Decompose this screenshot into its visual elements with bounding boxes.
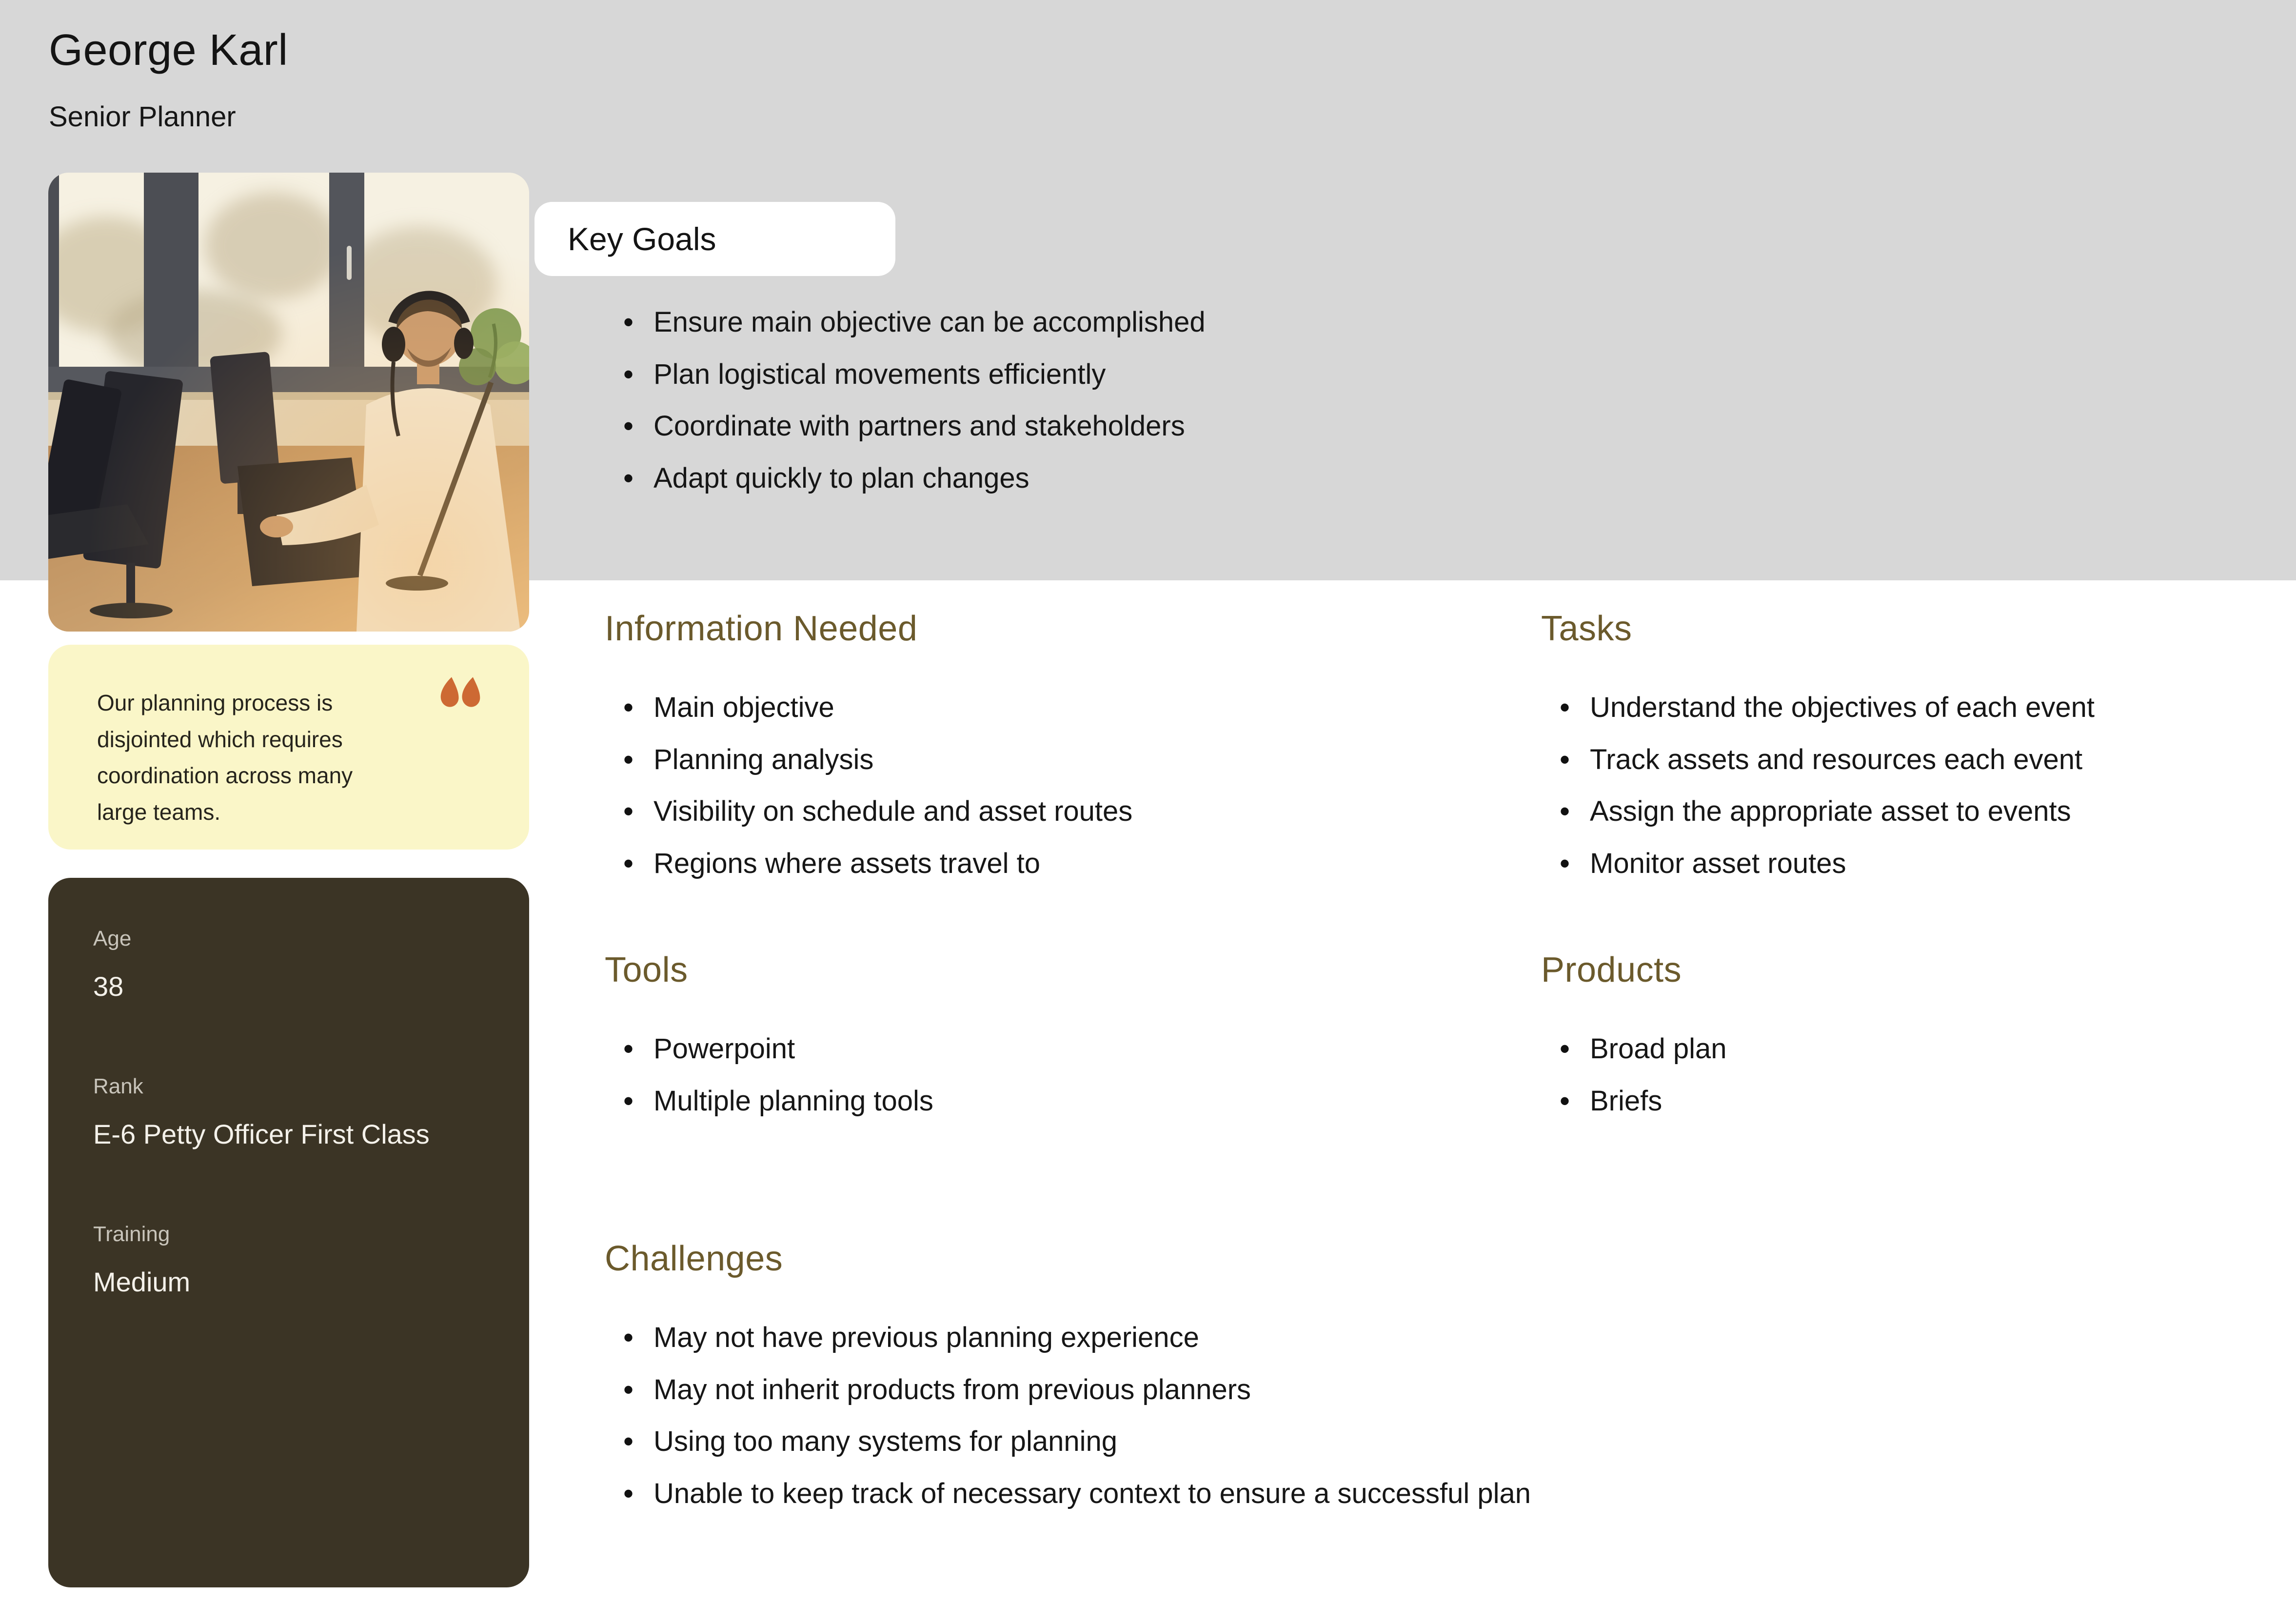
key-goals-tab: Key Goals (534, 202, 895, 276)
list-item: • Assign the appropriate asset to events (1541, 795, 2292, 828)
section-title: Information Needed (605, 609, 918, 648)
list-item: • Main objective (605, 692, 1531, 724)
bullet-list (1541, 1033, 2292, 1117)
quote-card (48, 645, 529, 850)
stat-training (93, 1222, 484, 1298)
stat-label: Rank (93, 1074, 143, 1098)
stat-rank (93, 1074, 484, 1150)
list-item: • Adapt quickly to plan changes (605, 462, 1970, 495)
list-item: • Broad plan (1541, 1033, 2292, 1066)
bullet-list (605, 692, 1531, 880)
photo-illustration (48, 173, 529, 632)
list-item: • Unable to keep track of necessary context to ensure a successful plan (605, 1478, 2214, 1510)
stat-label: Training (93, 1222, 170, 1246)
stat-value: 38 (93, 971, 124, 1002)
section-tasks (1541, 609, 2292, 900)
stat-value: Medium (93, 1267, 191, 1297)
section-tools (605, 950, 1531, 1137)
bullet-list (605, 1033, 1531, 1117)
section-challenges (605, 1239, 2214, 1530)
list-item: • Planning analysis (605, 744, 1531, 776)
stat-label: Age (93, 927, 132, 950)
bullet-list (605, 1322, 2214, 1510)
list-item: • Regions where assets travel to (605, 848, 1531, 880)
persona-photo (48, 173, 529, 632)
section-title: Tools (605, 950, 688, 990)
list-item: • Visibility on schedule and asset routes (605, 795, 1531, 828)
stat-age (93, 927, 484, 1002)
list-item: • Briefs (1541, 1085, 2292, 1118)
page-title: George Karl (49, 26, 288, 75)
list-item: • Multiple planning tools (605, 1085, 1531, 1118)
section-title: Challenges (605, 1239, 783, 1278)
section-title: Tasks (1541, 609, 1632, 648)
list-item: • May not inherit products from previous planners (605, 1374, 2214, 1406)
list-item: • Plan logistical movements efficiently (605, 358, 1970, 391)
list-item: • Monitor asset routes (1541, 848, 2292, 880)
stats-card (48, 878, 529, 1587)
list-item: • Understand the objectives of each event (1541, 692, 2292, 724)
list-item: • Track assets and resources each event (1541, 744, 2292, 776)
quote-icon (440, 677, 480, 707)
section-products (1541, 950, 2292, 1137)
list-item: • Using too many systems for planning (605, 1425, 2214, 1458)
stat-value: E-6 Petty Officer First Class (93, 1119, 430, 1149)
quote-text: Our planning process is disjointed which requires coordination across many large teams. (97, 690, 353, 825)
list-item: • May not have previous planning experience (605, 1322, 2214, 1354)
section-title: Products (1541, 950, 1682, 990)
list-item: • Powerpoint (605, 1033, 1531, 1066)
list-item: • Ensure main objective can be accomplished (605, 306, 1970, 339)
key-goals-list (605, 306, 1970, 515)
bullet-list (1541, 692, 2292, 880)
persona-role-subtitle: Senior Planner (49, 101, 236, 133)
list-item: • Coordinate with partners and stakeholders (605, 410, 1970, 443)
section-information-needed (605, 609, 1531, 900)
